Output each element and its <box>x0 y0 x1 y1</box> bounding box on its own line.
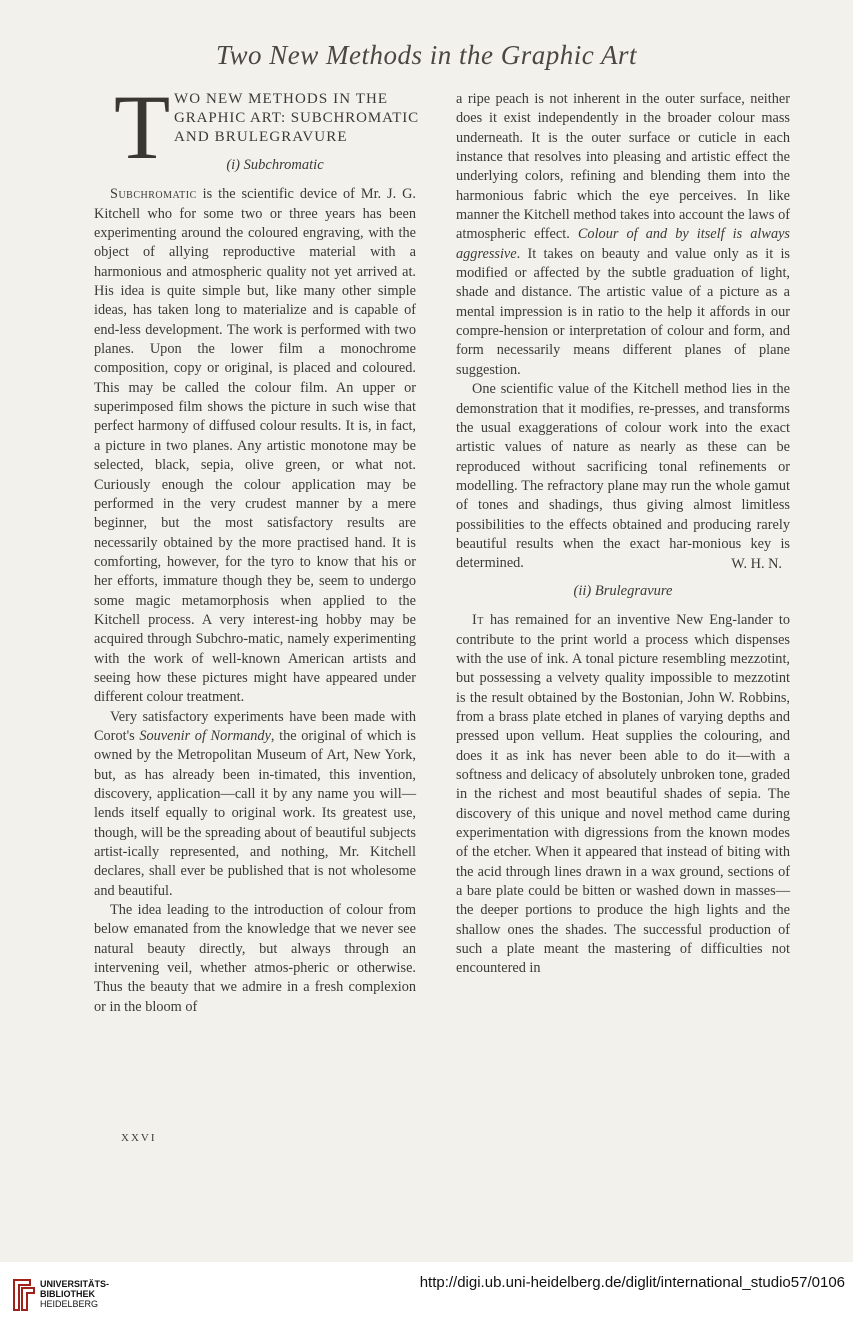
section-heading-brulegravure: (ii) Brulegravure <box>573 582 673 599</box>
title-line: WO NEW METHODS IN THE <box>174 91 389 107</box>
drop-cap: T <box>114 76 171 178</box>
author-signature: W. H. N. <box>731 555 782 572</box>
footer-bar <box>0 1262 853 1324</box>
page-number: XXVI <box>121 1132 157 1144</box>
paragraph <box>456 90 790 380</box>
paragraph <box>94 708 416 901</box>
left-column <box>94 76 420 1017</box>
library-logo-icon <box>10 1276 36 1314</box>
paragraph <box>94 185 416 707</box>
paragraph-text: Very satisfactory experiments have been made with Corot's <box>94 708 416 744</box>
paragraph-text: . It takes on beauty and value only as it is modified or affected by the subtle graduation of light, shade and distance. The artistic value of a picture as a mental impression is in ratio to the help it affords in our compre-hension or interpretation of colour and form, and form necessarily means different planes of plane suggestion. <box>456 245 790 378</box>
lead-word: It <box>472 612 484 629</box>
paragraph-text: , the original of which is owned by the Metropolitan Museum of Art, New York, but, as has already been in-timated, this invention, discovery, application—call it by any name you will—lends itself equally to original work. Its greatest use, though, will be the spreading about of beautiful subjects artist-ically represented, and nothing, Mr. Kitchell declares, shall ever be published that is not wholesome and beautiful. <box>94 727 416 899</box>
title-lines <box>174 90 436 147</box>
emphasis: Colour of and by itself is always aggressive <box>456 226 790 262</box>
right-column <box>456 90 790 979</box>
paragraph: The idea leading to the introduction of colour from below emanated from the knowledge that we never see natural beauty directly, but always through an intervening veil, whether atmos-pheric or otherwise. Thus the beauty that we admire in a fresh complexion or in the bloom of <box>94 902 416 1015</box>
logo-line: HEIDELBERG <box>40 1299 99 1309</box>
logo-line: UNIVERSITÄTS- <box>40 1279 110 1289</box>
artwork-title: Souvenir of Normandy <box>139 727 271 744</box>
source-url-link[interactable]: http://digi.ub.uni-heidelberg.de/diglit/international_studio57/0106 <box>419 1274 845 1291</box>
title-line: GRAPHIC ART: SUBCHROMATIC <box>174 110 420 126</box>
title-line: AND BRULEGRAVURE <box>174 129 348 145</box>
section-heading-subchromatic: (i) Subchromatic <box>226 157 324 173</box>
paragraph-text: is the scientific device of Mr. J. G. Kitchell who for some two or three years has been experimenting around the coloured engraving, with the object of allying reproductive material with a harmonious and atmospheric quality not yet arrived at. His idea is quite simple but, like many other simple ideas, has taken long to materialize and is capable of end-less development. The work is performed with two planes. Upon the lower film a monochrome composition, copy or original, is placed and coloured. This may be called the colour film. An upper or superimposed film shows the picture in such wise that perfect harmony of diffused colour results. It is, in fact, a picture in two planes. Any artistic monotone may be selected, black, sepia, olive green, or what not. Curiously enough the colour application may be performed in the very crudest manner by a mere beginner, but the most satisfactory results are necessarily obtained by the more practised hand. It is comforting, however, for the tyro to know that his or her efforts, immature though they be, seem to undergo some magic metamorphosis when applied to the Kitchell process. A very interest-ing hobby may be acquired through Subchro-matic, namely experimenting with the work of well-known American artists and seeing how these pictures might have appeared under different colour treatment. <box>94 186 416 706</box>
paragraph: One scientific value of the Kitchell method lies in the demonstration that it modifies, re-presses, and transforms the usual exaggerations of colour work into the exact artistic values of nature as nearly as these can be reproduced without sacrificing tonal refinements or modelling. The refractory plane may run the whole gamut of tones and shadings, thus giving almost limitless possibilities to the effects obtained and producing rarely beautiful results when the exact har-monious key is determined. <box>456 381 790 572</box>
running-head: Two New Methods in the Graphic Art <box>216 40 637 70</box>
library-logo-text <box>40 1279 109 1309</box>
paragraph-text: has remained for an inventive New Eng-lander to contribute to the print world a process which dispenses with the use of ink. A tonal picture resembling mezzotint, but possessing a velvety quality impossible to mezzotint is the result obtained by the Bostonian, John W. Robbins, from a brass plate etched in planes of varying depths and pressed upon vellum. Heat supplies the colouring, and does it as ink has never been able to do it—with a softness and delicacy of absolutely unbroken tone, graded in the richest and most beautiful shades of sepia. The discovery of this unique and novel method came during experimentation with digressions from the known modes of the etcher. When it appeared that instead of biting with the acid through lines drawn in a wax ground, sections of a bare plate could be bitten or washed down in masses—the deeper portions to produce the high lights and the shallow ones the shades. The successful production of such a plate meant the mastering of difficulties not encountered in <box>456 612 790 977</box>
logo-line: BIBLIOTHEK <box>40 1289 95 1299</box>
lead-word: Subchromatic <box>110 186 197 203</box>
paragraph-text: a ripe peach is not inherent in the outer surface, neither does it exist independently in the broader colour mass underneath. It is the outer surface or cuticle in each instance that resolves into pleasing and artistic effect the underlying colors, refining and blending them into the harmonious fabric which the eye perceives. In like manner the Kitchell method takes into account the laws of atmospheric effect. <box>456 91 790 243</box>
paragraph <box>456 611 790 979</box>
